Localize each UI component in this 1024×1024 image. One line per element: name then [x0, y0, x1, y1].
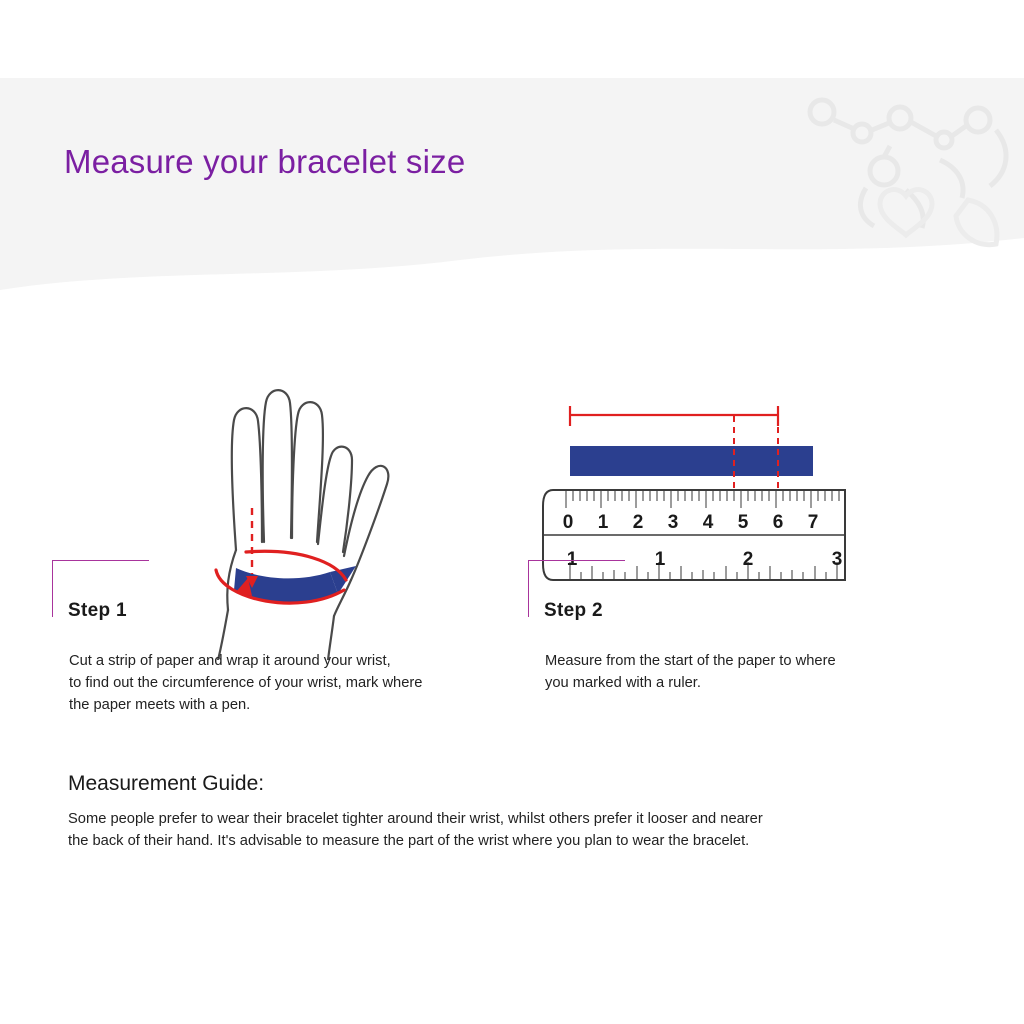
- svg-text:1: 1: [566, 549, 578, 570]
- svg-text:2: 2: [742, 549, 754, 570]
- step-1-body-line-3: the paper meets with a pen.: [69, 697, 251, 713]
- svg-text:4: 4: [702, 512, 714, 533]
- measurement-guide-body: [68, 808, 978, 852]
- measurement-guide-line-1: Some people prefer to wear their bracelet tighter around their wrist, whilst others prefer it looser and nearer: [68, 811, 763, 827]
- step-1-body-line-2: to find out the circumference of your wrist, mark where: [69, 675, 423, 691]
- step-1-body-line-1: Cut a strip of paper and wrap it around your wrist,: [69, 653, 391, 669]
- svg-text:1: 1: [597, 512, 609, 533]
- measurement-guide-title: Measurement Guide:: [68, 772, 265, 795]
- step-2-body-line-1: Measure from the start of the paper to where: [545, 653, 836, 669]
- measurement-guide: [68, 772, 978, 852]
- svg-text:1: 1: [654, 549, 666, 570]
- page-title: Measure your bracelet size: [64, 143, 466, 180]
- svg-text:0: 0: [562, 512, 574, 533]
- paper-strip-measured: [570, 446, 813, 476]
- hand-illustration: [216, 390, 388, 660]
- step-1-body: [69, 650, 539, 716]
- illustration-area: [0, 280, 1024, 660]
- svg-text:5: 5: [737, 512, 749, 533]
- svg-text:3: 3: [831, 549, 843, 570]
- ruler-illustration: [543, 406, 845, 580]
- step-2-label: Step 2: [544, 600, 603, 621]
- measurement-guide-line-2: the back of their hand. It's advisable to measure the part of the wrist where you plan to wear the bracelet.: [68, 833, 750, 849]
- svg-text:7: 7: [807, 512, 819, 533]
- step-2-body: [545, 650, 965, 694]
- svg-text:6: 6: [772, 512, 784, 533]
- svg-text:3: 3: [667, 512, 679, 533]
- step-2-body-line-2: you marked with a ruler.: [545, 675, 701, 691]
- svg-text:2: 2: [632, 512, 644, 533]
- step-1-label: Step 1: [68, 600, 127, 621]
